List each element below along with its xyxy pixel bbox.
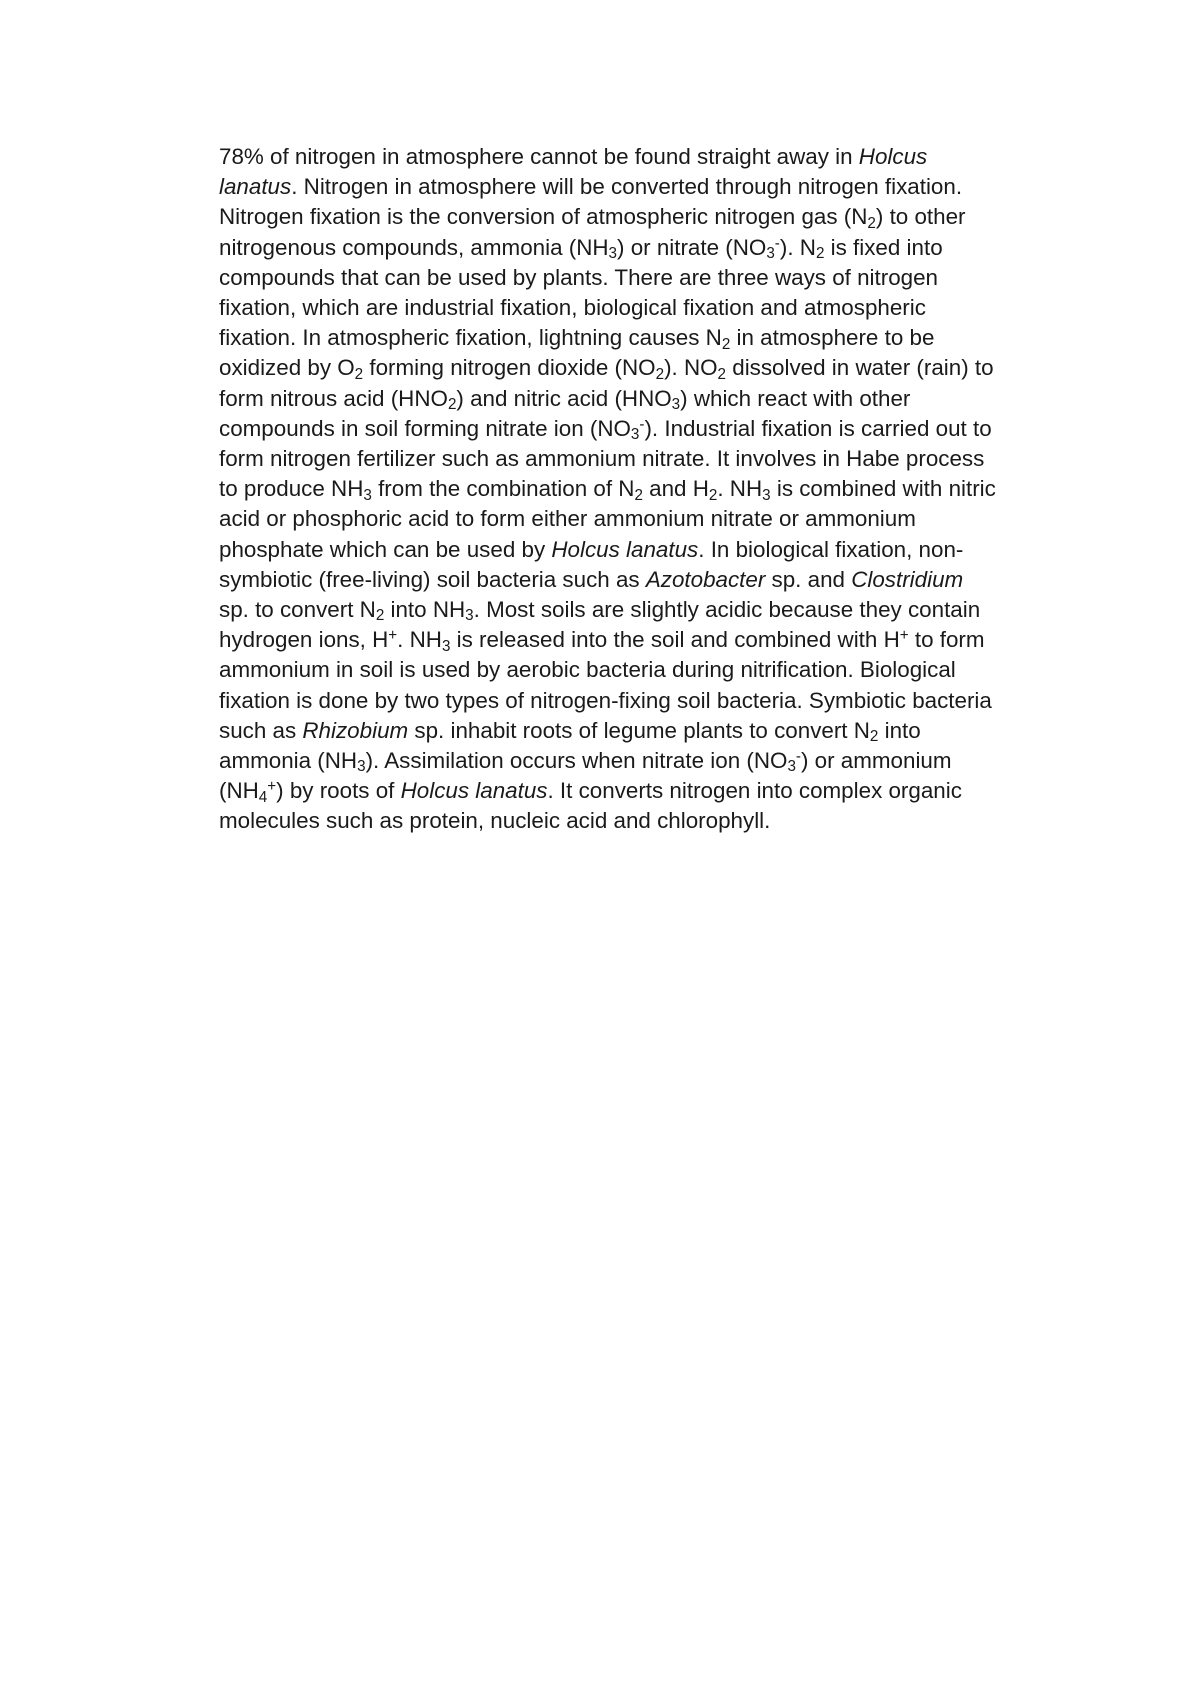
subscript: 2 [867, 214, 876, 232]
text-run: compounds that can be used by plants. There are three ways of nitrogen [219, 264, 939, 290]
paragraph-line [219, 504, 1069, 534]
text-run: to produce NH [219, 476, 364, 502]
italic-text: Azotobacter [645, 566, 766, 592]
subscript: 2 [655, 365, 665, 383]
body-paragraph [219, 142, 1069, 837]
subscript: 2 [708, 486, 718, 504]
text-run: sp. and [765, 566, 852, 592]
paragraph-line [219, 746, 1069, 776]
text-run: sp. inhabit roots of legume plants to convert N [408, 717, 870, 743]
text-run: in atmosphere to be [730, 325, 935, 351]
paragraph-line [219, 142, 1069, 172]
text-run: dissolved in water (rain) to [726, 355, 994, 381]
text-run: molecules such as protein, nucleic acid and chlorophyll. [219, 808, 771, 834]
text-run: ). N [779, 234, 816, 260]
subscript: 3 [766, 244, 775, 262]
text-run: fixation, which are industrial fixation, biological fixation and atmospheric [219, 295, 926, 321]
subscript: 3 [762, 486, 771, 504]
paragraph-line [219, 595, 1069, 625]
subscript: 3 [441, 637, 451, 655]
text-run: form nitrogen fertilizer such as ammonium nitrate. It involves in Habe process [219, 446, 985, 472]
text-run: ). NO [664, 355, 718, 381]
paragraph-line [219, 444, 1069, 474]
subscript: 3 [465, 607, 474, 625]
paragraph-line [219, 172, 1069, 202]
paragraph-line [219, 806, 1069, 836]
subscript: 2 [717, 365, 727, 383]
text-run: . In biological fixation, non- [698, 536, 964, 562]
paragraph-line [219, 233, 1069, 263]
text-run: hydrogen ions, H [219, 627, 389, 653]
text-run: ammonia (NH [219, 748, 358, 774]
paragraph-line [219, 293, 1069, 323]
text-run: acid or phosphoric acid to form either ammonium nitrate or ammonium [219, 506, 916, 532]
italic-text: Holcus [858, 144, 928, 169]
text-run: ) or ammonium [800, 748, 952, 774]
text-run: into [878, 717, 921, 743]
text-run: into NH [384, 597, 466, 623]
subscript: 2 [721, 335, 731, 353]
text-run: . Most soils are slightly acidic because they contain [473, 597, 981, 623]
text-run: ) by roots of [276, 778, 401, 804]
text-run: from the combination of N [371, 476, 635, 502]
text-run: sp. to convert N [219, 597, 376, 623]
text-run: ) which react with other [680, 385, 911, 411]
paragraph-line [219, 323, 1069, 353]
superscript: - [774, 234, 780, 252]
text-run: is released into the soil and combined with H [450, 627, 900, 653]
text-run: Nitrogen fixation is the conversion of atmospheric nitrogen gas (N [219, 204, 868, 230]
superscript: + [267, 778, 277, 796]
text-run: fixation is done by two types of nitrogen-fixing soil bacteria. Symbiotic bacteria [219, 687, 992, 713]
text-run: 78% of nitrogen in atmosphere cannot be found straight away in [219, 144, 859, 169]
superscript: + [388, 627, 398, 645]
text-run: forming nitrogen dioxide (NO [363, 355, 656, 381]
text-run: such as [219, 717, 303, 743]
paragraph-line [219, 414, 1069, 444]
text-run: is combined with nitric [770, 476, 996, 502]
paragraph-line [219, 384, 1069, 414]
paragraph-line [219, 686, 1069, 716]
subscript: 3 [363, 486, 372, 504]
superscript: - [639, 415, 645, 433]
text-run: . NH [717, 476, 763, 502]
text-run: . It converts nitrogen into complex organic [547, 778, 962, 804]
subscript: 3 [608, 244, 618, 262]
text-run: . NH [397, 627, 442, 653]
paragraph-line [219, 655, 1069, 685]
text-run: form nitrous acid (HNO [219, 385, 448, 411]
paragraph-line [219, 535, 1069, 565]
paragraph-line [219, 474, 1069, 504]
text-run: symbiotic (free-living) soil bacteria such as [219, 566, 646, 592]
text-run: ammonium in soil is used by aerobic bacteria during nitrification. Biological [219, 657, 956, 683]
text-run: ). Industrial fixation is carried out to [644, 415, 992, 441]
paragraph-line [219, 565, 1069, 595]
text-run: and H [642, 476, 709, 502]
paragraph-line [219, 716, 1069, 746]
subscript: 2 [354, 365, 364, 383]
subscript: 2 [634, 486, 643, 504]
paragraph-line [219, 353, 1069, 383]
superscript: + [899, 627, 909, 645]
italic-text: Holcus lanatus [551, 536, 699, 562]
subscript: 3 [787, 758, 796, 776]
text-run: oxidized by O [219, 355, 355, 381]
text-run: nitrogenous compounds, ammonia (NH [219, 234, 609, 260]
paragraph-line [219, 263, 1069, 293]
italic-text: Clostridium [851, 566, 964, 592]
text-run: ). Assimilation occurs when nitrate ion (NO [365, 748, 788, 774]
subscript: 3 [671, 395, 681, 413]
text-run: phosphate which can be used by [219, 536, 552, 562]
text-run: ) and nitric acid (HNO [456, 385, 672, 411]
paragraph-line [219, 202, 1069, 232]
text-run: ) or nitrate (NO [617, 234, 767, 260]
subscript: 3 [357, 758, 366, 776]
paragraph-line [219, 776, 1069, 806]
italic-text: lanatus [219, 174, 292, 200]
subscript: 3 [630, 426, 640, 444]
subscript: 2 [447, 395, 457, 413]
text-run: to form [908, 627, 985, 653]
text-run: fixation. In atmospheric fixation, lightning causes N [219, 325, 722, 351]
italic-text: Rhizobium [302, 717, 409, 743]
text-run: ) to other [875, 204, 966, 230]
subscript: 4 [258, 788, 268, 806]
text-run: . Nitrogen in atmosphere will be converted through nitrogen fixation. [291, 174, 963, 200]
subscript: 2 [869, 728, 879, 746]
text-run: is fixed into [824, 234, 943, 260]
superscript: - [795, 748, 801, 766]
text-run: (NH [219, 778, 259, 804]
subscript: 2 [375, 607, 385, 625]
subscript: 2 [815, 244, 825, 262]
paragraph-line [219, 625, 1069, 655]
italic-text: Holcus lanatus [400, 778, 548, 804]
text-run: compounds in soil forming nitrate ion (NO [219, 415, 631, 441]
